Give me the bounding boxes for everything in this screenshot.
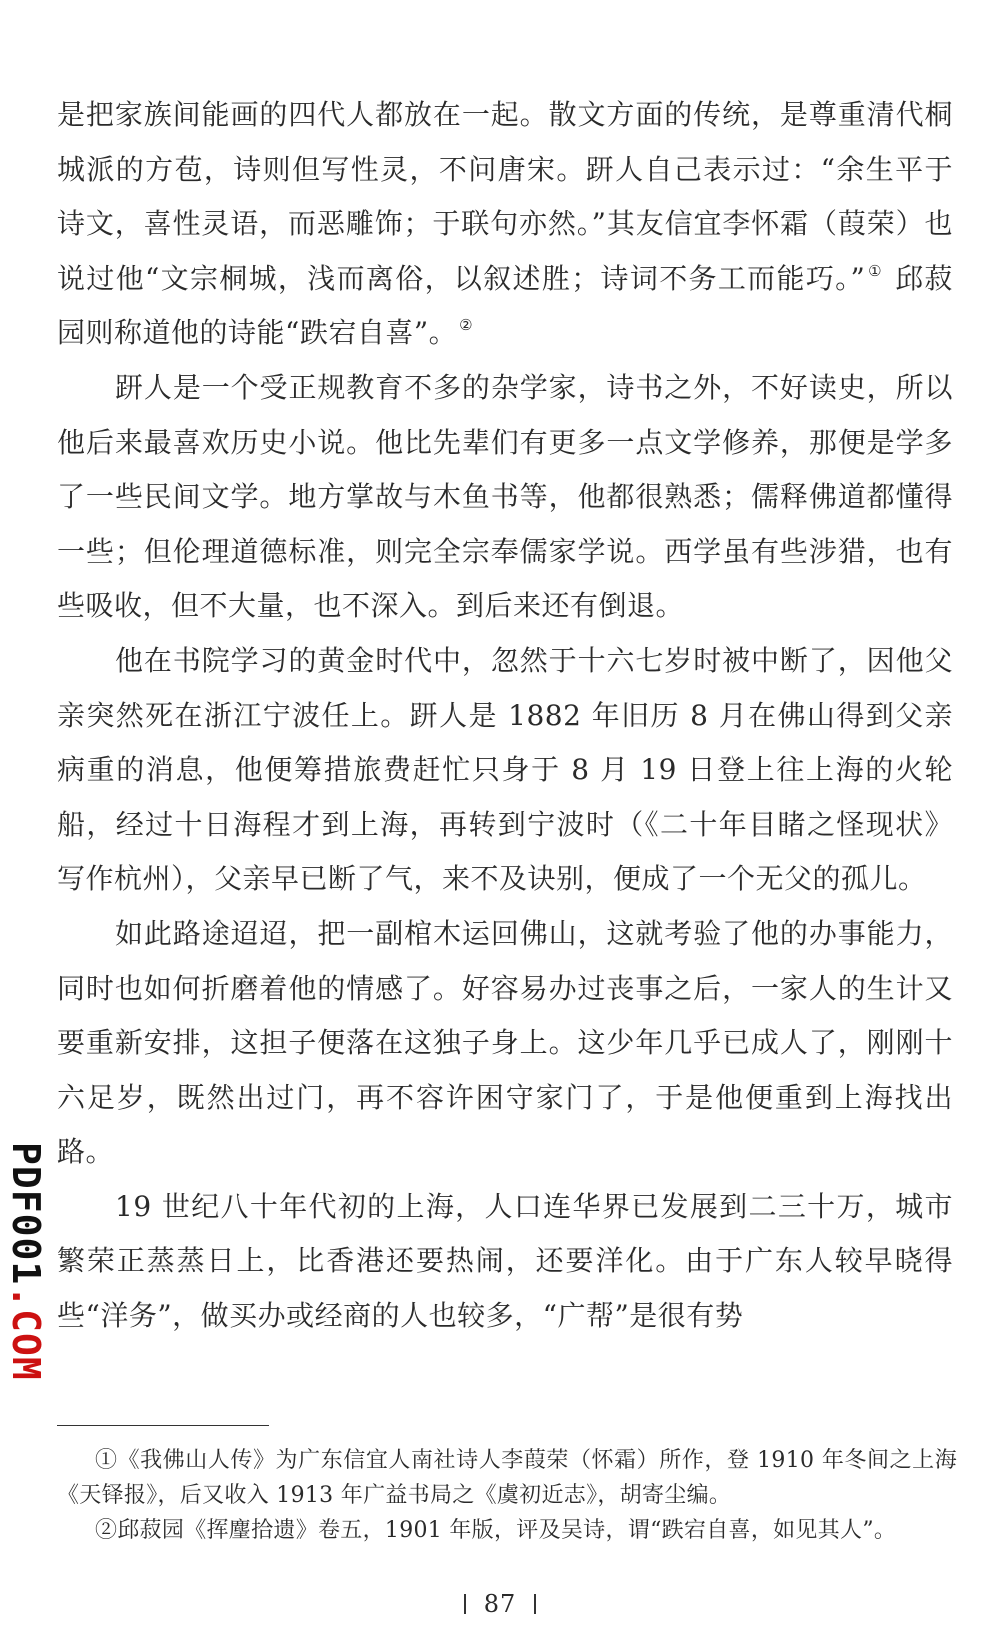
paragraph-3: 他在书院学习的黄金时代中，忽然于十六七岁时被中断了，因他父亲突然死在浙江宁波任上。趼人是 1882 年旧历 8 月在佛山得到父亲病重的消息，他便筹措旅费赶忙只身于 8 月 19 日登上往上海的火轮船，经过十日海程才到上海，再转到宁波时（《二十年目睹之怪现状》写作杭州），父亲早已断了气，来不及诀别，便成了一个无父的孤儿。	[57, 643, 953, 896]
paragraph-1-text: 是把家族间能画的四代人都放在一起。散文方面的传统，是尊重清代桐城派的方苞，诗则但写性灵，不问唐宋。趼人自己表示过：“余生平于诗文，喜性灵语，而恶雕饰；于联句亦然。”其友信宜李怀霜（葭荣）也说过他“文宗桐城，浅而离俗，以叙述胜；诗词不务工而能巧。”	[57, 98, 953, 295]
paragraph-1-continued: 邱菽园则称道他的诗能“跌宕自喜”。	[57, 261, 953, 350]
page-number-right-bar	[534, 1594, 536, 1614]
page-number	[0, 1590, 1000, 1618]
page-number-left-bar	[464, 1594, 466, 1614]
footnote-1: ①《我佛山人传》为广东信宜人南社诗人李葭荣（怀霜）所作，登 1910 年冬间之上海《天铎报》，后又收入 1913 年广益书局之《虞初近志》，胡寄尘编。	[57, 1448, 957, 1508]
page-number-value: 87	[483, 1590, 517, 1618]
footnote-divider	[57, 1425, 269, 1426]
footnote-ref-2: ②	[459, 316, 474, 335]
paragraph-4: 如此路途迢迢，把一副棺木运回佛山，这就考验了他的办事能力，同时也如何折磨着他的情感了。好容易办过丧事之后，一家人的生计又要重新安排，这担子便落在这独子身上。这少年几乎已成人了，刚刚十六足岁，既然出过门，再不容许困守家门了，于是他便重到上海找出路。	[57, 916, 953, 1169]
footnote-ref-1: ①	[867, 261, 883, 280]
footnotes	[57, 1443, 957, 1548]
paragraph-2: 趼人是一个受正规教育不多的杂学家，诗书之外，不好读史，所以他后来最喜欢历史小说。他比先辈们有更多一点文学修养，那便是学多了一些民间文学。地方掌故与木鱼书等，他都很熟悉；儒释佛道都懂得一些；但伦理道德标准，则完全宗奉儒家学说。西学虽有些涉猎，也有些吸收，但不大量，也不深入。到后来还有倒退。	[57, 370, 953, 623]
watermark-part-1: PDF001	[4, 1142, 48, 1286]
footnote-2: ②邱菽园《挥麈拾遗》卷五，1901 年版，评及吴诗，谓“跌宕自喜，如见其人”。	[95, 1518, 897, 1543]
watermark	[4, 1142, 48, 1381]
paragraph-1	[57, 88, 953, 361]
watermark-part-2: .COM	[4, 1285, 48, 1381]
paragraph-5: 19 世纪八十年代初的上海，人口连华界已发展到二三十万，城市繁荣正蒸蒸日上，比香港还要热闹，还要洋化。由于广东人较早晓得些“洋务”，做买办或经商的人也较多，“广帮”是很有势	[57, 1189, 953, 1333]
body-text	[57, 88, 953, 1344]
